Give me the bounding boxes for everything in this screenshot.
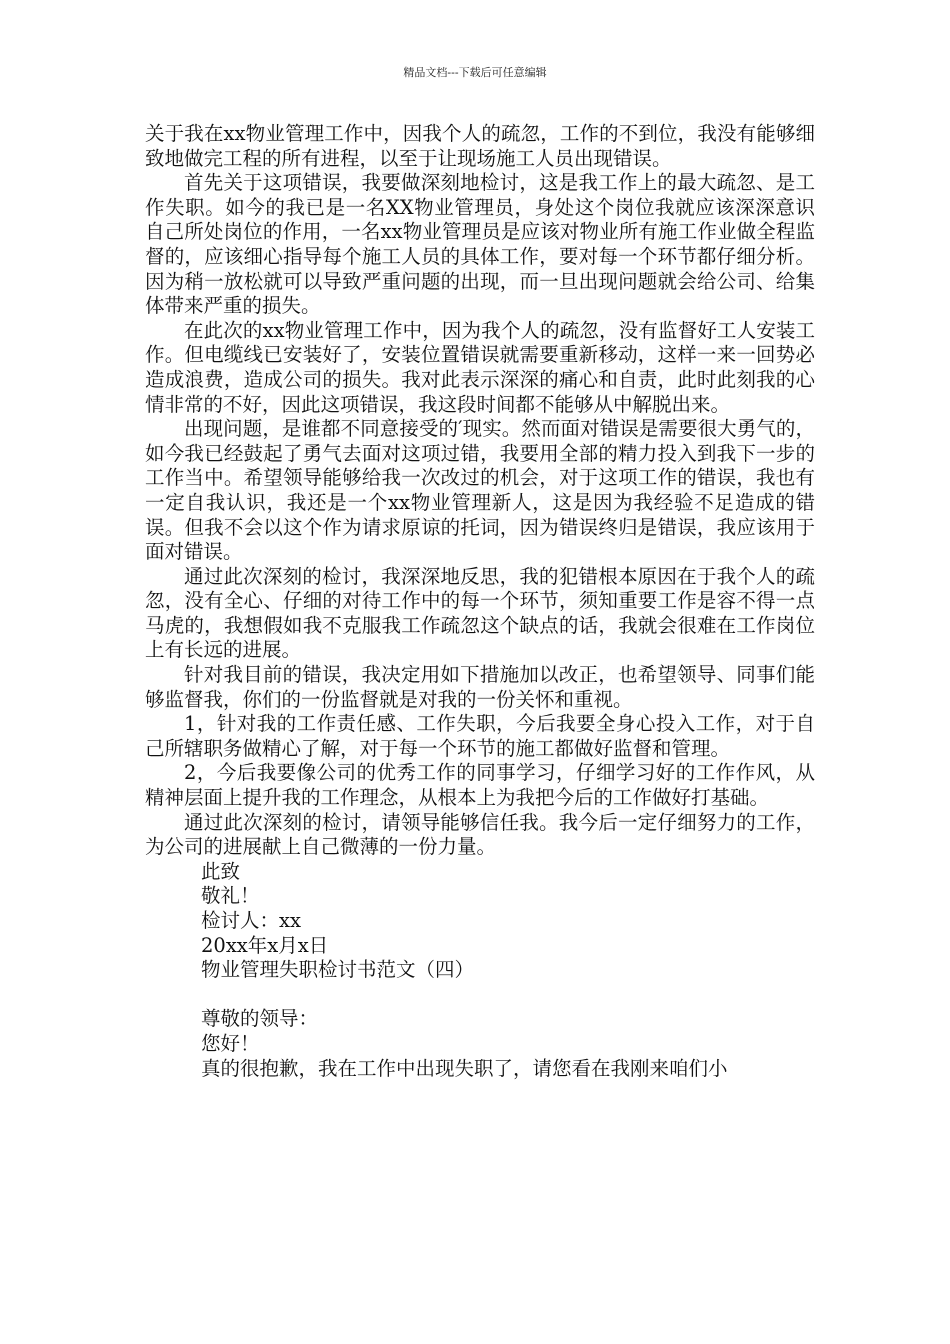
salutation-line: 尊敬的领导：: [201, 1007, 319, 1031]
document-body: [145, 122, 815, 1081]
closing-line-2: 敬礼！: [201, 884, 260, 908]
paragraph-measures: 针对我目前的错误，我决定用如下措施加以改正，也希望领导、同事们能够监督我，你们的一份监督就是对我的一份关怀和重视。: [145, 663, 815, 711]
paragraph-incident: 在此次的xx物业管理工作中，因为我个人的疏忽，没有监督好工人安装工作。但电缆线已安装好了，安装位置错误就需要重新移动，这样一来一回势必造成浪费，造成公司的损失。我对此表示深深的痛心和自责，此时此刻我的心情非常的不好，因此这项错误，我这段时间都不能够从中解脱出来。: [145, 318, 815, 416]
paragraph-conclusion: 通过此次深刻的检讨，请领导能够信任我。我今后一定仔细努力的工作，为公司的进展献上自己微薄的一份力量。: [145, 810, 815, 859]
paragraph-facing-error: 出现问题，是谁都不同意接受的′现实。然而面对错误是需要很大勇气的，如今我已经鼓起了勇气去面对这项过错，我要用全部的精力投入到我下一步的工作当中。希望领导能够给我一次改过的机会，对于这项工作的错误，我也有一定自我认识，我还是一个xx物业管理新人，这是因为我经验不足造成的错误。但我不会以这个作为请求原谅的托词，因为错误终归是错误，我应该用于面对错误。: [145, 417, 815, 564]
paragraph-measure-1: 1，针对我的工作责任感、工作失职，今后我要全身心投入工作，对于自己所辖职务做精心了解，对于每一个环节的施工都做好监督和管理。: [145, 712, 815, 760]
paragraph-reflection: 首先关于这项错误，我要做深刻地检讨，这是我工作上的最大疏忽、是工作失职。如今的我已是一名XX物业管理员，身处这个岗位我就应该深深意识自己所处岗位的作用，一名xx物业管理员是应该对物业所有施工作业做全程监督的，应该细心指导每个施工人员的具体工作，要对每一个环节都仔细分析。因为稍一放松就可以导致严重问题的出现，而一旦出现问题就会给公司、给集体带来严重的损失。: [145, 171, 815, 318]
page-header: 精品文档---下载后可任意编辑: [403, 66, 547, 79]
signer-line: 检讨人：xx: [201, 909, 301, 932]
date-line: 20xx年x月x日: [201, 933, 329, 957]
blank-line: [145, 983, 815, 1008]
closing-line-1: 此致: [201, 859, 241, 883]
paragraph-intro: 关于我在xx物业管理工作中，因我个人的疏忽，工作的不到位，我没有能够细致地做完工程的所有进程，以至于让现场施工人员出现错误。: [145, 122, 815, 170]
paragraph-root-cause: 通过此次深刻的检讨，我深深地反思，我的犯错根本原因在于我个人的疏忽，没有全心、仔细的对待工作中的每一个环节，须知重要工作是容不得一点马虎的，我想假如我不克服我工作疏忽这个缺点的话，我就会很难在工作岗位上有长远的进展。: [145, 564, 815, 662]
next-section-title: 物业管理失职检讨书范文（四）: [201, 958, 475, 982]
greeting-line: 您好！: [201, 1031, 260, 1055]
paragraph-measure-2: 2，今后我要像公司的优秀工作的同事学习，仔细学习好的工作作风，从精神层面上提升我的工作理念，从根本上为我把今后的工作做好打基础。: [145, 761, 815, 810]
next-first-line: 真的很抱歉，我在工作中出现失职了，请您看在我刚来咱们小: [201, 1056, 728, 1080]
